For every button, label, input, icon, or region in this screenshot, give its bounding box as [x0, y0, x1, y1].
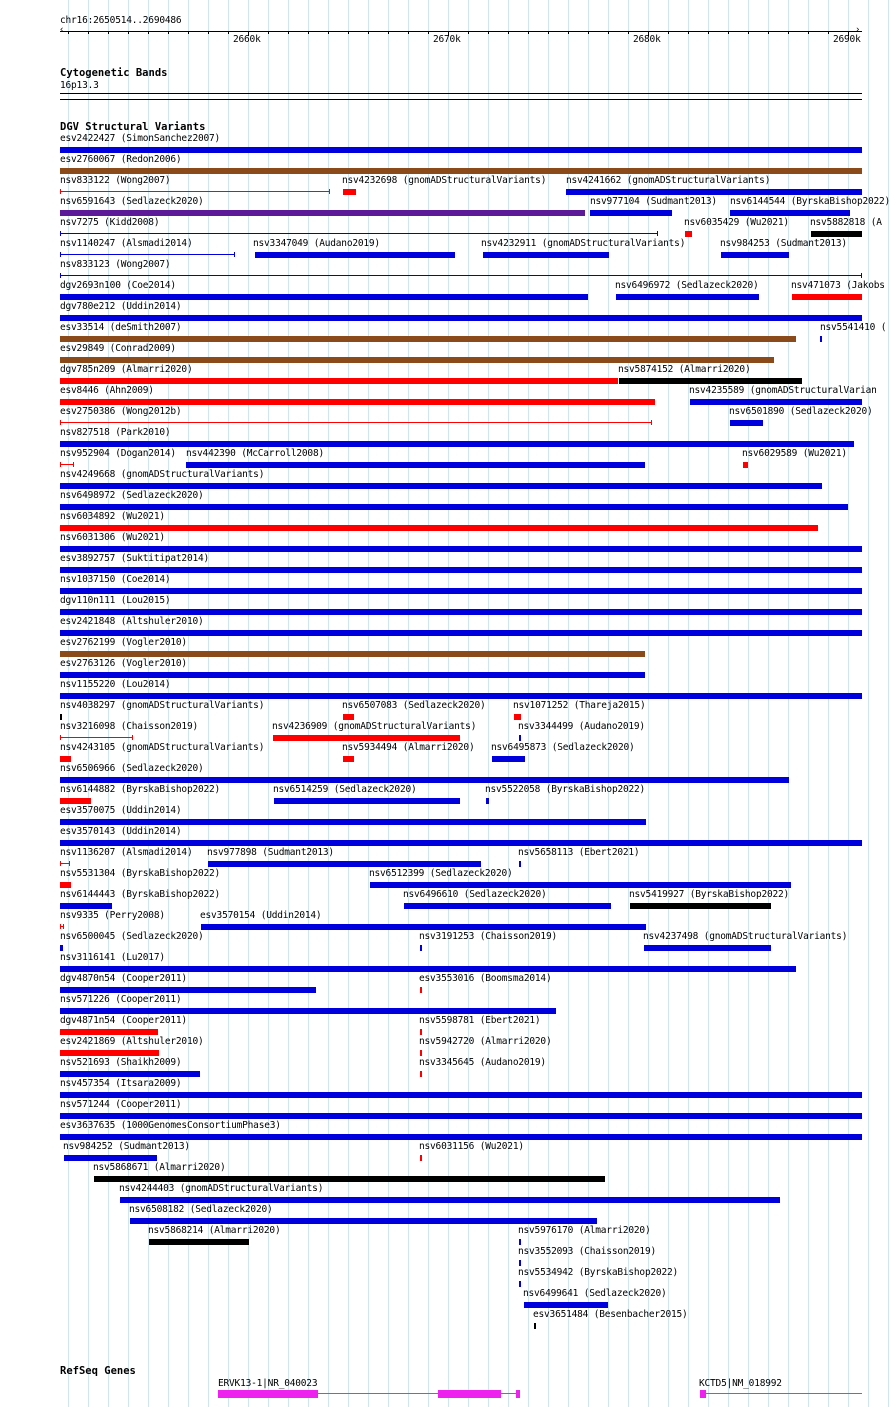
variant-bar-dgv4870n54[interactable] [60, 987, 316, 993]
variant-bar-nsv6144882[interactable] [60, 798, 91, 804]
variant-bar-nsv6031156[interactable] [420, 1155, 422, 1161]
ruler-minor-tick [108, 31, 109, 34]
cytoband-line [60, 99, 862, 100]
variant-bar-nsv6495873[interactable] [492, 756, 525, 762]
variant-label-dgv785n209: dgv785n209 (Almarri2020) [60, 364, 193, 375]
variant-label-nsv5541410: nsv5541410 ( [820, 322, 887, 333]
variant-label-nsv5419927: nsv5419927 (ByrskaBishop2022) [629, 889, 790, 900]
gene-exon[interactable] [218, 1390, 318, 1398]
variant-bar-esv2421848[interactable] [60, 630, 862, 636]
variant-start-nsv833123 [60, 273, 61, 278]
ruler-minor-tick [308, 31, 309, 34]
variant-bar-esv3570143[interactable] [60, 840, 862, 846]
variant-bar-nsv827518[interactable] [60, 441, 854, 447]
variant-bar-nsv4237498[interactable] [644, 945, 771, 951]
locus-label: chr16:2650514..2690486 [60, 15, 182, 26]
ruler-minor-tick [608, 31, 609, 34]
gene-exon[interactable] [700, 1390, 706, 1398]
variant-label-nsv3191253: nsv3191253 (Chaisson2019) [419, 931, 557, 942]
variant-bar-nsv3344499[interactable] [519, 735, 521, 741]
variant-bar-nsv4236909[interactable] [273, 735, 460, 741]
variant-label-nsv457354: nsv457354 (Itsara2009) [60, 1078, 182, 1089]
ruler-minor-tick [808, 31, 809, 34]
variant-label-nsv6498972: nsv6498972 (Sedlazeck2020) [60, 490, 204, 501]
variant-label-nsv5942720: nsv5942720 (Almarri2020) [419, 1036, 552, 1047]
variant-label-dgv110n111: dgv110n111 (Lou2015) [60, 595, 171, 606]
variant-label-nsv6144443: nsv6144443 (ByrskaBishop2022) [60, 889, 221, 900]
gene-exon[interactable] [438, 1390, 501, 1398]
variant-label-nsv5598781: nsv5598781 (Ebert2021) [419, 1015, 541, 1026]
variant-bar-nsv6512399[interactable] [370, 882, 791, 888]
variant-bar-nsv6035429[interactable] [685, 231, 692, 237]
ruler-minor-tick [448, 31, 449, 34]
variant-bar-nsv3116141[interactable] [60, 966, 796, 972]
variant-start-nsv7275 [60, 231, 61, 236]
variant-end-nsv9335 [63, 924, 64, 929]
variant-label-nsv6035429: nsv6035429 (Wu2021) [684, 217, 789, 228]
variant-label-nsv977898: nsv977898 (Sudmant2013) [207, 847, 334, 858]
ruler-minor-tick [328, 31, 329, 34]
ruler-minor-tick [168, 31, 169, 34]
variant-bar-nsv5882818[interactable] [811, 231, 862, 237]
ruler-minor-tick [268, 31, 269, 34]
variant-label-nsv4232911: nsv4232911 (gnomADStructuralVariants) [481, 238, 686, 249]
variant-label-nsv4249668: nsv4249668 (gnomADStructuralVariants) [60, 469, 265, 480]
variant-bar-nsv4232698[interactable] [343, 189, 356, 195]
ruler-arrow-right: › [855, 25, 861, 35]
variant-label-nsv4243105: nsv4243105 (gnomADStructuralVariants) [60, 742, 265, 753]
variant-bar-nsv5976170[interactable] [519, 1239, 521, 1245]
variant-bar-nsv5534942[interactable] [519, 1281, 521, 1287]
variant-line-nsv1140247[interactable] [60, 254, 235, 255]
variant-label-nsv3347049: nsv3347049 (Audano2019) [253, 238, 380, 249]
variant-start-esv2750386 [60, 420, 61, 425]
variant-label-dgv780e212: dgv780e212 (Uddin2014) [60, 301, 182, 312]
variant-bar-esv2760067[interactable] [60, 168, 862, 174]
variant-label-nsv3552093: nsv3552093 (Chaisson2019) [518, 1246, 656, 1257]
ruler-minor-tick [628, 31, 629, 34]
variant-label-esv2760067: esv2760067 (Redon2006) [60, 154, 182, 165]
ruler-minor-tick [408, 31, 409, 34]
variant-end-nsv3216098 [132, 735, 133, 740]
ruler-minor-tick [468, 31, 469, 34]
cytoband-label: 16p13.3 [60, 80, 99, 91]
variant-bar-nsv6500045[interactable] [60, 945, 63, 951]
gene-exon[interactable] [516, 1390, 520, 1398]
variant-bar-nsv5868214[interactable] [149, 1239, 249, 1245]
variant-label-esv2763126: esv2763126 (Vogler2010) [60, 658, 187, 669]
variant-bar-nsv442390[interactable] [186, 462, 645, 468]
variant-label-nsv952904: nsv952904 (Dogan2014) [60, 448, 176, 459]
variant-bar-nsv6144443[interactable] [60, 903, 112, 909]
ruler-minor-tick [528, 31, 529, 34]
ruler-minor-tick [428, 31, 429, 34]
variant-bar-nsv5419927[interactable] [630, 903, 771, 909]
ruler-minor-tick [228, 31, 229, 34]
ruler-arrow-left: ‹ [59, 25, 65, 35]
variant-label-esv8446: esv8446 (Ahn2009) [60, 385, 154, 396]
ruler-tick-label: 2690k [833, 34, 861, 45]
variant-label-nsv1155220: nsv1155220 (Lou2014) [60, 679, 171, 690]
variant-label-nsv977104: nsv977104 (Sudmant2013) [590, 196, 717, 207]
variant-label-nsv4236909: nsv4236909 (gnomADStructuralVariants) [272, 721, 477, 732]
variant-start-nsv1140247 [60, 252, 61, 257]
variant-bar-nsv5934494[interactable] [343, 756, 354, 762]
variant-bar-nsv6496972[interactable] [616, 294, 759, 300]
variant-bar-nsv5942720[interactable] [420, 1050, 422, 1056]
variant-label-nsv6499641: nsv6499641 (Sedlazeck2020) [523, 1288, 667, 1299]
ruler-minor-tick [68, 31, 69, 34]
variant-bar-esv3570075[interactable] [60, 819, 646, 825]
gene-intron [706, 1393, 862, 1394]
variant-label-nsv4244403: nsv4244403 (gnomADStructuralVariants) [119, 1183, 324, 1194]
variant-label-nsv1071252: nsv1071252 (Thareja2015) [513, 700, 646, 711]
grid-line [688, 0, 689, 1407]
variant-bar-nsv4235589[interactable] [690, 399, 862, 405]
variant-label-nsv6144544: nsv6144544 (ByrskaBishop2022) [730, 196, 890, 207]
ruler-minor-tick [508, 31, 509, 34]
variant-label-nsv5531304: nsv5531304 (ByrskaBishop2022) [60, 868, 221, 879]
variant-bar-nsv4038297[interactable] [60, 714, 62, 720]
variant-bar-nsv571244[interactable] [60, 1113, 862, 1119]
variant-start-nsv9335 [60, 924, 61, 929]
cytoband-line [60, 93, 862, 94]
variant-label-nsv3345645: nsv3345645 (Audano2019) [419, 1057, 546, 1068]
variant-bar-esv3892757[interactable] [60, 567, 862, 573]
variant-label-dgv4870n54: dgv4870n54 (Cooper2011) [60, 973, 187, 984]
variant-bar-esv2762199[interactable] [60, 651, 645, 657]
variant-label-dgv2693n100: dgv2693n100 (Coe2014) [60, 280, 176, 291]
gene-label-KCTD5: KCTD5|NM_018992 [699, 1378, 782, 1389]
variant-bar-nsv4232911[interactable] [483, 252, 609, 258]
variant-bar-esv2763126[interactable] [60, 672, 645, 678]
ruler-minor-tick [668, 31, 669, 34]
variant-line-nsv833123[interactable] [60, 275, 862, 276]
track-title-cytoband: Cytogenetic Bands [60, 67, 168, 79]
variant-label-esv3570143: esv3570143 (Uddin2014) [60, 826, 182, 837]
variant-end-nsv1136207 [69, 861, 70, 866]
variant-bar-nsv471073[interactable] [792, 294, 862, 300]
ruler-minor-tick [728, 31, 729, 34]
variant-start-nsv952904 [60, 462, 61, 467]
variant-bar-nsv6514259[interactable] [274, 798, 460, 804]
variant-bar-nsv1037150[interactable] [60, 588, 862, 594]
ruler-minor-tick [148, 31, 149, 34]
variant-bar-esv3570154[interactable] [201, 924, 646, 930]
variant-label-nsv6506966: nsv6506966 (Sedlazeck2020) [60, 763, 204, 774]
variant-bar-nsv1155220[interactable] [60, 693, 862, 699]
variant-bar-nsv3191253[interactable] [420, 945, 422, 951]
variant-label-nsv571244: nsv571244 (Cooper2011) [60, 1099, 182, 1110]
variant-bar-nsv6506966[interactable] [60, 777, 789, 783]
variant-label-nsv984252: nsv984252 (Sudmant2013) [63, 1141, 190, 1152]
variant-line-nsv7275[interactable] [60, 233, 658, 234]
track-title-refseq: RefSeq Genes [60, 1365, 136, 1377]
variant-label-esv3651484: esv3651484 (Besenbacher2015) [533, 1309, 688, 1320]
variant-label-nsv5882818: nsv5882818 (A [810, 217, 882, 228]
variant-bar-nsv984252[interactable] [64, 1155, 157, 1161]
variant-label-nsv4241662: nsv4241662 (gnomADStructuralVariants) [566, 175, 771, 186]
variant-bar-nsv521693[interactable] [60, 1071, 200, 1077]
variant-bar-dgv110n111[interactable] [60, 609, 862, 615]
variant-label-dgv4871n54: dgv4871n54 (Cooper2011) [60, 1015, 187, 1026]
variant-bar-nsv5658113[interactable] [519, 861, 521, 867]
ruler-minor-tick [388, 31, 389, 34]
variant-line-nsv3216098[interactable] [60, 737, 133, 738]
variant-label-nsv1140247: nsv1140247 (Alsmadi2014) [60, 238, 193, 249]
variant-bar-esv2422427[interactable] [60, 147, 862, 153]
variant-label-nsv6501890: nsv6501890 (Sedlazeck2020) [729, 406, 873, 417]
variant-bar-nsv6499641[interactable] [524, 1302, 608, 1308]
variant-bar-nsv5874152[interactable] [619, 378, 802, 384]
ruler-minor-tick [848, 31, 849, 34]
variant-bar-nsv6508182[interactable] [130, 1218, 597, 1224]
variant-start-nsv1136207 [60, 861, 61, 866]
variant-label-nsv7275: nsv7275 (Kidd2008) [60, 217, 160, 228]
ruler-minor-tick [128, 31, 129, 34]
variant-bar-nsv5868671[interactable] [94, 1176, 605, 1182]
ruler-minor-tick [368, 31, 369, 34]
ruler-minor-tick [488, 31, 489, 34]
variant-bar-esv3637635[interactable] [60, 1134, 862, 1140]
variant-bar-esv8446[interactable] [60, 399, 655, 405]
variant-bar-nsv3347049[interactable] [255, 252, 455, 258]
variant-bar-nsv977898[interactable] [208, 861, 481, 867]
ruler-minor-tick [548, 31, 549, 34]
variant-bar-nsv6507083[interactable] [343, 714, 354, 720]
variant-bar-nsv4243105[interactable] [60, 756, 71, 762]
variant-label-nsv833122: nsv833122 (Wong2007) [60, 175, 171, 186]
variant-label-nsv1037150: nsv1037150 (Coe2014) [60, 574, 171, 585]
ruler-minor-tick [348, 31, 349, 34]
variant-end-nsv833123 [861, 273, 862, 278]
variant-label-nsv6031306: nsv6031306 (Wu2021) [60, 532, 165, 543]
variant-label-esv29849: esv29849 (Conrad2009) [60, 343, 176, 354]
gene-intron [501, 1393, 516, 1394]
ruler-minor-tick [208, 31, 209, 34]
variant-bar-dgv785n209[interactable] [60, 378, 618, 384]
variant-label-nsv3116141: nsv3116141 (Lu2017) [60, 952, 165, 963]
variant-bar-nsv4249668[interactable] [60, 483, 822, 489]
variant-bar-nsv977104[interactable] [590, 210, 672, 216]
ruler-tick-label: 2670k [433, 34, 461, 45]
variant-label-nsv5976170: nsv5976170 (Almarri2020) [518, 1225, 651, 1236]
variant-label-esv3892757: esv3892757 (Suktitipat2014) [60, 553, 210, 564]
variant-label-nsv827518: nsv827518 (Park2010) [60, 427, 171, 438]
variant-label-nsv5534942: nsv5534942 (ByrskaBishop2022) [518, 1267, 679, 1278]
variant-label-nsv471073: nsv471073 (Jakobs [791, 280, 885, 291]
variant-line-esv2750386[interactable] [60, 422, 652, 423]
variant-line-nsv833122[interactable] [60, 191, 330, 192]
variant-bar-nsv6501890[interactable] [730, 420, 763, 426]
variant-label-nsv5522058: nsv5522058 (ByrskaBishop2022) [485, 784, 646, 795]
variant-bar-nsv6029589[interactable] [743, 462, 748, 468]
track-title-dgv: DGV Structural Variants [60, 121, 206, 133]
variant-bar-esv2421869[interactable] [60, 1050, 159, 1056]
variant-label-nsv5934494: nsv5934494 (Almarri2020) [342, 742, 475, 753]
variant-line-nsv952904[interactable] [60, 464, 74, 465]
variant-bar-esv29849[interactable] [60, 357, 774, 363]
ruler-minor-tick [708, 31, 709, 34]
variant-label-nsv984253: nsv984253 (Sudmant2013) [720, 238, 847, 249]
variant-bar-nsv6034892[interactable] [60, 525, 818, 531]
variant-label-esv2422427: esv2422427 (SimonSanchez2007) [60, 133, 221, 144]
ruler-minor-tick [248, 31, 249, 34]
ruler-minor-tick [588, 31, 589, 34]
variant-label-esv2750386: esv2750386 (Wong2012b) [60, 406, 182, 417]
variant-label-esv2762199: esv2762199 (Vogler2010) [60, 637, 187, 648]
variant-bar-esv33514[interactable] [60, 336, 796, 342]
variant-bar-nsv4244403[interactable] [120, 1197, 780, 1203]
variant-bar-dgv4871n54[interactable] [60, 1029, 158, 1035]
variant-end-nsv952904 [73, 462, 74, 467]
grid-line [728, 0, 729, 1407]
variant-label-esv2421848: esv2421848 (Altshuler2010) [60, 616, 204, 627]
variant-label-nsv3216098: nsv3216098 (Chaisson2019) [60, 721, 198, 732]
ruler-minor-tick [688, 31, 689, 34]
variant-bar-nsv571226[interactable] [60, 1008, 556, 1014]
variant-label-nsv4237498: nsv4237498 (gnomADStructuralVariants) [643, 931, 848, 942]
variant-label-nsv442390: nsv442390 (McCarroll2008) [186, 448, 324, 459]
variant-label-nsv6591643: nsv6591643 (Sedlazeck2020) [60, 196, 204, 207]
variant-bar-nsv5531304[interactable] [60, 882, 71, 888]
ruler-minor-tick [568, 31, 569, 34]
ruler-minor-tick [648, 31, 649, 34]
gene-intron [318, 1393, 438, 1394]
variant-label-esv3570154: esv3570154 (Uddin2014) [200, 910, 322, 921]
grid-line [888, 0, 889, 1407]
variant-label-nsv5868671: nsv5868671 (Almarri2020) [93, 1162, 226, 1173]
ruler-line [60, 31, 862, 32]
variant-bar-nsv6498972[interactable] [60, 504, 848, 510]
variant-label-nsv6496972: nsv6496972 (Sedlazeck2020) [615, 280, 759, 291]
ruler-tick-label: 2660k [233, 34, 261, 45]
variant-label-nsv6144882: nsv6144882 (ByrskaBishop2022) [60, 784, 221, 795]
variant-start-nsv3216098 [60, 735, 61, 740]
variant-bar-nsv6144544[interactable] [730, 210, 850, 216]
variant-end-nsv7275 [657, 231, 658, 236]
variant-label-nsv6496610: nsv6496610 (Sedlazeck2020) [403, 889, 547, 900]
variant-label-nsv5658113: nsv5658113 (Ebert2021) [518, 847, 640, 858]
variant-bar-nsv6496610[interactable] [404, 903, 611, 909]
grid-line [868, 0, 869, 1407]
variant-label-nsv1136207: nsv1136207 (Alsmadi2014) [60, 847, 193, 858]
variant-label-nsv9335: nsv9335 (Perry2008) [60, 910, 165, 921]
variant-bar-dgv2693n100[interactable] [60, 294, 588, 300]
variant-bar-nsv5541410[interactable] [820, 336, 822, 342]
variant-label-nsv4235589: nsv4235589 (gnomADStructuralVarian [689, 385, 877, 396]
variant-label-nsv6507083: nsv6507083 (Sedlazeck2020) [342, 700, 486, 711]
variant-label-esv3637635: esv3637635 (1000GenomesConsortiumPhase3) [60, 1120, 281, 1131]
variant-label-esv33514: esv33514 (deSmith2007) [60, 322, 182, 333]
ruler-minor-tick [288, 31, 289, 34]
variant-label-nsv4038297: nsv4038297 (gnomADStructuralVariants) [60, 700, 265, 711]
variant-label-nsv4232698: nsv4232698 (gnomADStructuralVariants) [342, 175, 547, 186]
variant-bar-nsv3552093[interactable] [519, 1260, 521, 1266]
variant-end-nsv1140247 [234, 252, 235, 257]
variant-bar-nsv3345645[interactable] [420, 1071, 422, 1077]
variant-label-nsv6034892: nsv6034892 (Wu2021) [60, 511, 165, 522]
variant-end-nsv833122 [329, 189, 330, 194]
variant-label-nsv6508182: nsv6508182 (Sedlazeck2020) [129, 1204, 273, 1215]
variant-label-esv3570075: esv3570075 (Uddin2014) [60, 805, 182, 816]
grid-line [708, 0, 709, 1407]
variant-bar-nsv1071252[interactable] [514, 714, 521, 720]
variant-label-nsv6029589: nsv6029589 (Wu2021) [742, 448, 847, 459]
ruler-minor-tick [828, 31, 829, 34]
variant-bar-esv3553016[interactable] [420, 987, 422, 993]
variant-end-esv2750386 [651, 420, 652, 425]
variant-label-nsv6031156: nsv6031156 (Wu2021) [419, 1141, 524, 1152]
ruler-minor-tick [788, 31, 789, 34]
variant-label-esv3553016: esv3553016 (Boomsma2014) [419, 973, 552, 984]
variant-label-nsv571226: nsv571226 (Cooper2011) [60, 994, 182, 1005]
variant-label-nsv5868214: nsv5868214 (Almarri2020) [148, 1225, 281, 1236]
variant-label-nsv3344499: nsv3344499 (Audano2019) [518, 721, 645, 732]
variant-label-nsv833123: nsv833123 (Wong2007) [60, 259, 171, 270]
variant-bar-esv3651484[interactable] [534, 1323, 536, 1329]
ruler-minor-tick [188, 31, 189, 34]
gene-label-ERVK13-1: ERVK13-1|NR_040023 [218, 1378, 318, 1389]
variant-bar-nsv457354[interactable] [60, 1092, 862, 1098]
variant-bar-dgv780e212[interactable] [60, 315, 862, 321]
ruler-minor-tick [748, 31, 749, 34]
variant-bar-nsv4241662[interactable] [566, 189, 862, 195]
ruler-minor-tick [768, 31, 769, 34]
variant-label-nsv6512399: nsv6512399 (Sedlazeck2020) [369, 868, 513, 879]
variant-bar-nsv6031306[interactable] [60, 546, 862, 552]
variant-label-nsv6495873: nsv6495873 (Sedlazeck2020) [491, 742, 635, 753]
variant-bar-nsv5522058[interactable] [486, 798, 489, 804]
variant-bar-nsv984253[interactable] [721, 252, 789, 258]
variant-bar-nsv6591643[interactable] [60, 210, 585, 216]
ruler-tick-label: 2680k [633, 34, 661, 45]
ruler-minor-tick [88, 31, 89, 34]
variant-start-nsv833122 [60, 189, 61, 194]
variant-label-nsv521693: nsv521693 (Shaikh2009) [60, 1057, 182, 1068]
variant-label-esv2421869: esv2421869 (Altshuler2010) [60, 1036, 204, 1047]
variant-label-nsv5874152: nsv5874152 (Almarri2020) [618, 364, 751, 375]
variant-label-nsv6514259: nsv6514259 (Sedlazeck2020) [273, 784, 417, 795]
variant-label-nsv6500045: nsv6500045 (Sedlazeck2020) [60, 931, 204, 942]
variant-bar-nsv5598781[interactable] [420, 1029, 422, 1035]
